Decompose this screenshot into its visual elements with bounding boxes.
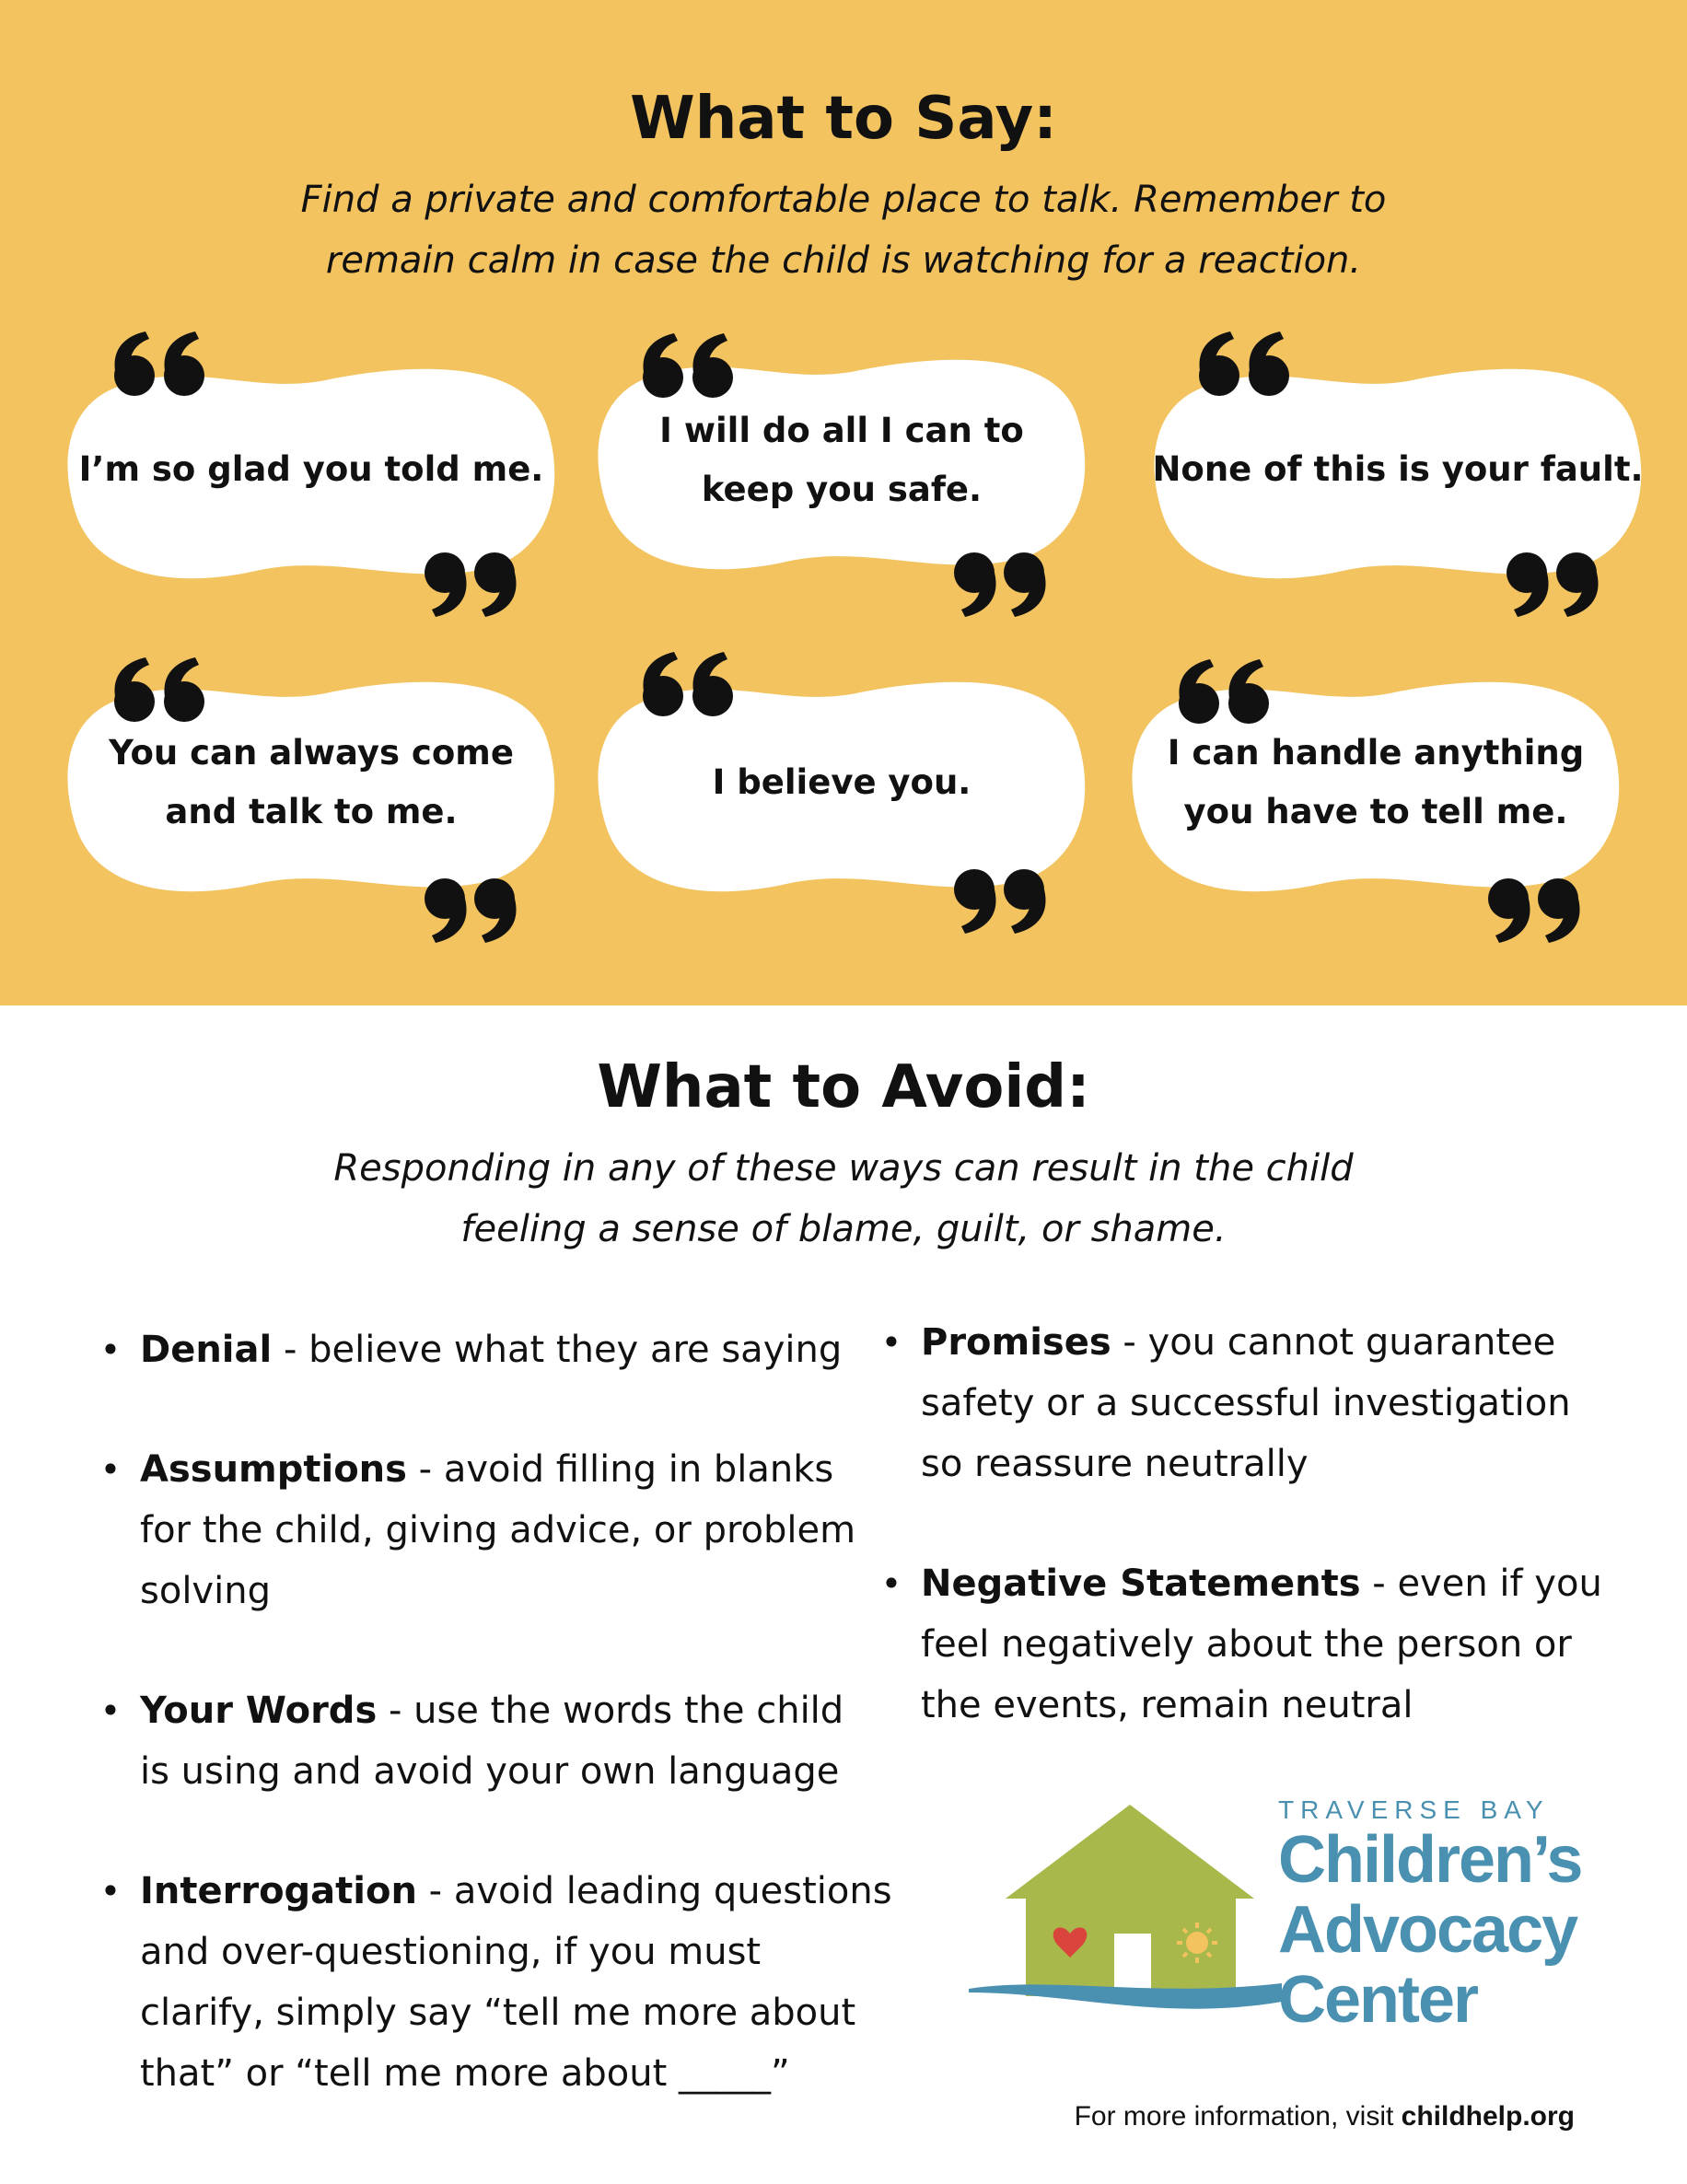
what-to-avoid-heading: What to Avoid: [597,1053,1090,1121]
house-logo-icon [969,1795,1282,2035]
quote-line: you have to tell me. [1183,792,1568,831]
org-logo [969,1795,1582,2037]
list-item [873,1553,1628,1736]
list-item [92,1680,866,1802]
list-item [92,1439,866,1621]
subtitle-line: Responding in any of these ways can result in the child [333,1147,1354,1190]
logo-text-line2: Children’s [1278,1823,1582,1897]
open-quote-icon [109,330,210,403]
close-quote-icon [948,545,1050,619]
quote-line: I believe you. [712,762,971,802]
item-term: Interrogation [140,1870,417,1912]
item-text: that” or “tell me more about _____” [140,2052,790,2095]
item-text: feel negatively about the person or [921,1623,1572,1666]
quote-line: I can handle anything [1167,733,1585,773]
logo-text-line3: Advocacy [1278,1893,1577,1967]
open-quote-icon [637,331,739,405]
item-text: - even if you [1360,1562,1602,1605]
item-term: Negative Statements [921,1562,1361,1605]
quote-line: None of this is your fault. [1152,449,1644,489]
quote-line: I will do all I can to [659,411,1024,450]
what-to-avoid-subtitle [0,1138,1687,1260]
open-quote-icon [637,650,739,724]
subtitle-line: feeling a sense of blame, guilt, or shame. [460,1208,1227,1250]
item-text: - you cannot guarantee [1111,1321,1556,1364]
bullet: • [99,1449,122,1490]
close-quote-icon [419,545,520,619]
item-text: - avoid leading questions [416,1870,892,1912]
bullet: • [880,1322,902,1363]
close-quote-icon [1483,871,1584,945]
logo-text-line1: TRAVERSE BAY [1278,1795,1550,1824]
list-item [92,1319,866,1380]
item-term: Promises [921,1321,1111,1364]
item-text: for the child, giving advice, or problem [140,1509,856,1551]
open-quote-icon [109,656,210,729]
quote-line: You can always come [109,733,514,773]
bullet: • [99,1690,122,1731]
avoid-list-right [873,1312,1628,1736]
footer-note [921,2101,1575,2132]
item-text: so reassure neutrally [921,1443,1309,1485]
subtitle-line: Find a private and comfortable place to talk. Remember to [300,179,1387,221]
bullet: • [99,1330,122,1370]
item-text: clarify, simply say “tell me more about [140,1992,856,2034]
item-text: - use the words the child [377,1690,844,1732]
close-quote-icon [1501,545,1602,619]
what-to-say-subtitle [0,169,1687,291]
logo-text-line4: Center [1278,1963,1478,2037]
footer-link[interactable]: childhelp.org [1401,2101,1575,2132]
item-term: Denial [140,1329,273,1371]
bullet: • [880,1563,902,1604]
open-quote-icon [1193,330,1295,403]
close-quote-icon [419,871,520,945]
list-item [92,1861,892,2104]
item-text: - avoid filling in blanks [406,1448,834,1491]
close-quote-icon [948,862,1050,935]
item-text: is using and avoid your own language [140,1750,840,1793]
item-text: and over-questioning, if you must [140,1931,762,1973]
what-to-say-heading: What to Say: [630,85,1057,153]
list-item [873,1312,1628,1494]
item-text: the events, remain neutral [921,1684,1414,1726]
item-term: Assumptions [140,1448,407,1491]
subtitle-line: remain calm in case the child is watching for a reaction. [325,239,1362,282]
item-term: Your Words [140,1690,378,1732]
avoid-list-left [92,1319,892,2104]
open-quote-icon [1173,657,1274,731]
item-text: - believe what they are saying [272,1329,843,1371]
quote-line: keep you safe. [701,470,983,509]
footer-prefix: For more information, visit [1074,2101,1402,2132]
item-text: solving [140,1570,271,1612]
bullet: • [99,1871,122,1911]
item-text: safety or a successful investigation [921,1382,1571,1424]
quote-line: I’m so glad you told me. [78,449,544,489]
quote-line: and talk to me. [165,792,458,831]
